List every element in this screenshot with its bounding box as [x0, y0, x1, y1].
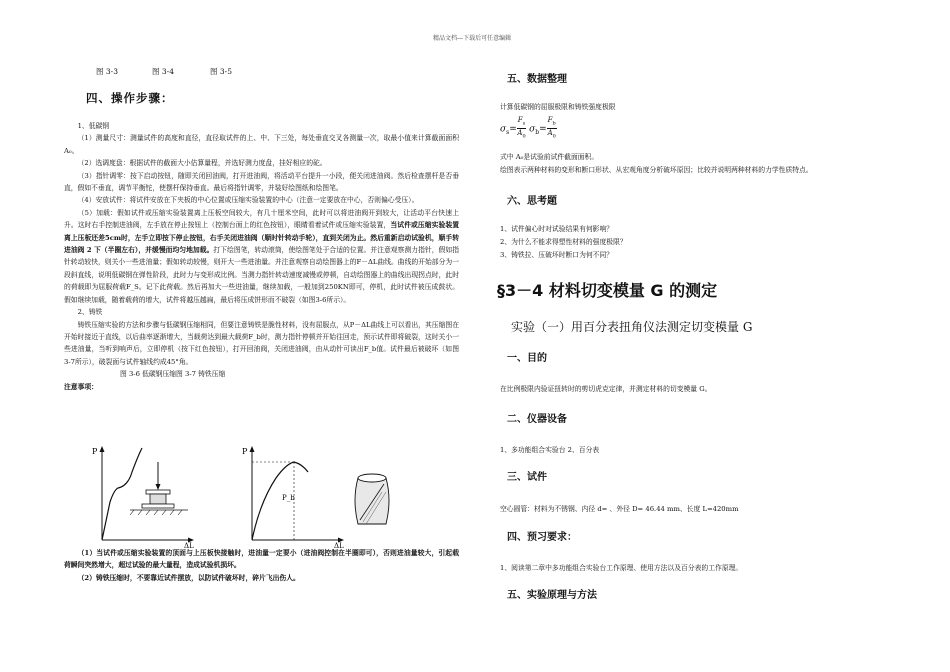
fig-3-7-graph: [242, 446, 344, 548]
axis-label-dl-2: ΔL: [334, 542, 344, 548]
notes-title: 注意事项：: [64, 382, 98, 391]
note-2: （2）铸铁压缩时，不要靠近试件摆放，以防试件破坏时，碎片飞出伤人。: [77, 573, 300, 582]
equipment-text: 1、多功能组合实验台 2、百分表: [500, 446, 600, 454]
step-4: （4）安放试件：将试件安放在下夹板的中心位置或压缩实验装置的中心（注意一定要放在中心，否则偏心受压）。: [77, 196, 419, 205]
fig-label-3-4: 图 3-4: [152, 67, 174, 76]
heading-principle: 五、实验原理与方法: [507, 590, 597, 601]
question-3: 3、铸铁拉、压破坏时断口为何不同？: [500, 251, 614, 259]
formula-eq-2: =: [539, 124, 547, 135]
data-line-3: 绘图表示两种材料的变形和断口形状、从宏观角度分析破坏原因；比较并说明两种材料的力学性质特点。: [500, 166, 813, 174]
formula: [500, 116, 557, 142]
compression-figures: [80, 442, 420, 548]
question-1: 1、试件偏心时对试验结果有何影响？: [500, 225, 614, 233]
press-apparatus-icon: [130, 462, 188, 515]
a0: A: [517, 129, 523, 138]
step-5-bold: 当试件或压缩实验装置离上压板还差5cm时，左手立即按下停止按钮，右手关闭进油阀（顺时针转动手轮），直到关闭为止。然后重新启动试验机，顺手转进油阀 2 下（半圈左右），并缓慢而均匀地加载。: [64, 221, 460, 255]
sub-title-low-carbon: 1、低碳钢: [77, 122, 110, 130]
fig-3-6-graph: [92, 446, 194, 548]
fraction-fb: [547, 116, 557, 142]
formula-eq-1: =: [509, 124, 517, 135]
operation-steps: [64, 120, 459, 393]
data-line-2: 式中 A₀是试验前试件截面面积。: [500, 153, 599, 161]
sigma-b-sub: b: [535, 129, 540, 137]
step-3: （3）指针调零：按下启动按钮，随即关闭回油阀，打开进油阀，将活动平台提升一小段，便关闭进油阀。然后检查摆杆是否垂直，假如不垂直，调节平衡铊，使摆杆保持垂直。最后将指针调零，并装好绘图纸和绘图笔。: [64, 171, 459, 193]
chapter-title: §3－4 材料切变模量 G 的测定: [497, 281, 718, 300]
note-1: （1）当试件或压缩实验装置的顶面与上压板快接触时，进油量一定要小（进油阀控制在半圈即可），否则进油量较大，引起载荷瞬间突然增大，超过试验的最大量程，造成试验机损坏。: [64, 549, 459, 570]
step-1: （1）测量尺寸：测量试件的高度和直径，直径取试件的上、中、下三处，每处垂直交叉各测量一次，取最小值来计算截面面积A₀。: [64, 134, 459, 155]
step-5-part-c: 打下绘图笔，转动滚筒，使绘图笔处于合适的位置。并注意观察测力指针，假如指针转动较快，则关小一些进油量；假如转动较慢，则开大一些进油量。并注意观察自动绘图器上的F－ΔL曲线。曲线的开始部分为一段斜直线，说明低碳钢在弹性阶段，此时力与变形成比例。当测力指针转动速度减慢或停顿，自动绘图器上的曲线出现拐点时，此时的荷载即为屈服荷载F_S。记下此荷载。然后再加大一些进油量，继续加载，一般加到250KN即可，停机，此时试件被压成鼓状。假如继续加载，随着载荷的增大，试件将越压越扁，最后将压成饼形而不破裂（如图3-6所示）。: [64, 246, 460, 304]
purpose-text: 在比例极限内验证扭转时的剪切虎克定律，并测定材料的切变模量 G。: [500, 385, 712, 393]
section-data-processing: 五、数据整理: [507, 74, 567, 85]
label-pb: P_b: [282, 494, 295, 502]
section-title-operation: 四、操作步骤：: [86, 91, 174, 105]
axis-label-dl: ΔL: [184, 542, 194, 548]
sigma-s-sub: s: [506, 129, 510, 137]
heading-preview: 四、预习要求：: [507, 532, 577, 543]
a0-sub: 0: [522, 133, 526, 140]
a0-2: A: [547, 129, 553, 138]
question-2: 2、为什么不能求得塑性材料的强度极限？: [500, 238, 627, 246]
experiment-title: 实验（一）用百分表扭角仪法测定切变模量 G: [511, 320, 753, 334]
step-5: [64, 207, 459, 306]
cast-iron-text: 铸铁压缩实验的方法和步骤与低碳钢压缩相同，但要注意铸铁是脆性材料，没有屈服点，从P－ΔL曲线上可以看出，其压缩图在开始时接近于直线，以后曲率逐渐增大，当载荷达到最大载荷F_b时，测力指针停顿并开始往回走，预示试件即将破裂，这时关小一些进油量，当听到响声后，立即停机（按下红色按钮），打开回油阀，关闭进油阀，由从动针可读出F_b值。试件最后被破坏（如图3-7所示），破裂面与试件轴线约成45°角。: [64, 320, 459, 366]
sigma-s: σ: [500, 124, 507, 135]
header-watermark: 精品文档---下载后可任意编辑: [433, 35, 512, 42]
heading-equipment: 二、仪器设备: [507, 414, 567, 425]
fraction-fs: [517, 116, 526, 142]
cast-iron-specimen-icon: [355, 474, 389, 524]
notes: [64, 547, 459, 584]
fig-label-3-5: 图 3-5: [210, 67, 232, 76]
specimen-text: 空心圆管：材料为不锈钢、内径 d= 、外径 D= 46.44 mm、长度 L=420mm: [500, 505, 739, 513]
fb: F: [547, 116, 553, 124]
figure-caption: 图 3-6 低碳钢压缩图 3-7 铸铁压缩: [120, 370, 226, 379]
a0-sub-2: 0: [552, 133, 556, 140]
sigma-b: σ: [529, 124, 536, 135]
step-5-part-a: （5）加载：假如试件或压缩实验装置离上压板空间较大，有几十厘米空间，此时可以将进油阀开到较大，让活动平台快速上升。这时右手控制进油阀，左手放在停止按钮上（控制台面上的红色按钮），眼睛看着试件或压缩实验装置，: [64, 208, 459, 230]
heading-specimen: 三、试件: [507, 472, 547, 483]
preview-text: 1、阅读第二章中多功能组合实验台工作原理、使用方法以及百分表的工作原理。: [500, 564, 743, 572]
fig-label-3-3: 图 3-3: [96, 67, 118, 76]
sub-title-cast-iron: 2、铸铁: [77, 308, 103, 317]
section-questions: 六、思考题: [507, 196, 557, 207]
fs-sub: s: [522, 120, 526, 127]
step-2: （2）选调度盘：根据试件的截面大小估算量程，并选好测力度盘，挂好相应的砣。: [77, 159, 327, 168]
axis-label-p: P: [92, 447, 98, 456]
fs: F: [517, 116, 523, 124]
fb-sub: b: [552, 120, 556, 127]
heading-purpose: 一、目的: [507, 353, 547, 364]
axis-label-p-2: P: [242, 447, 248, 456]
data-line-1: 计算低碳钢的屈服极限和铸铁强度极限: [500, 103, 616, 111]
